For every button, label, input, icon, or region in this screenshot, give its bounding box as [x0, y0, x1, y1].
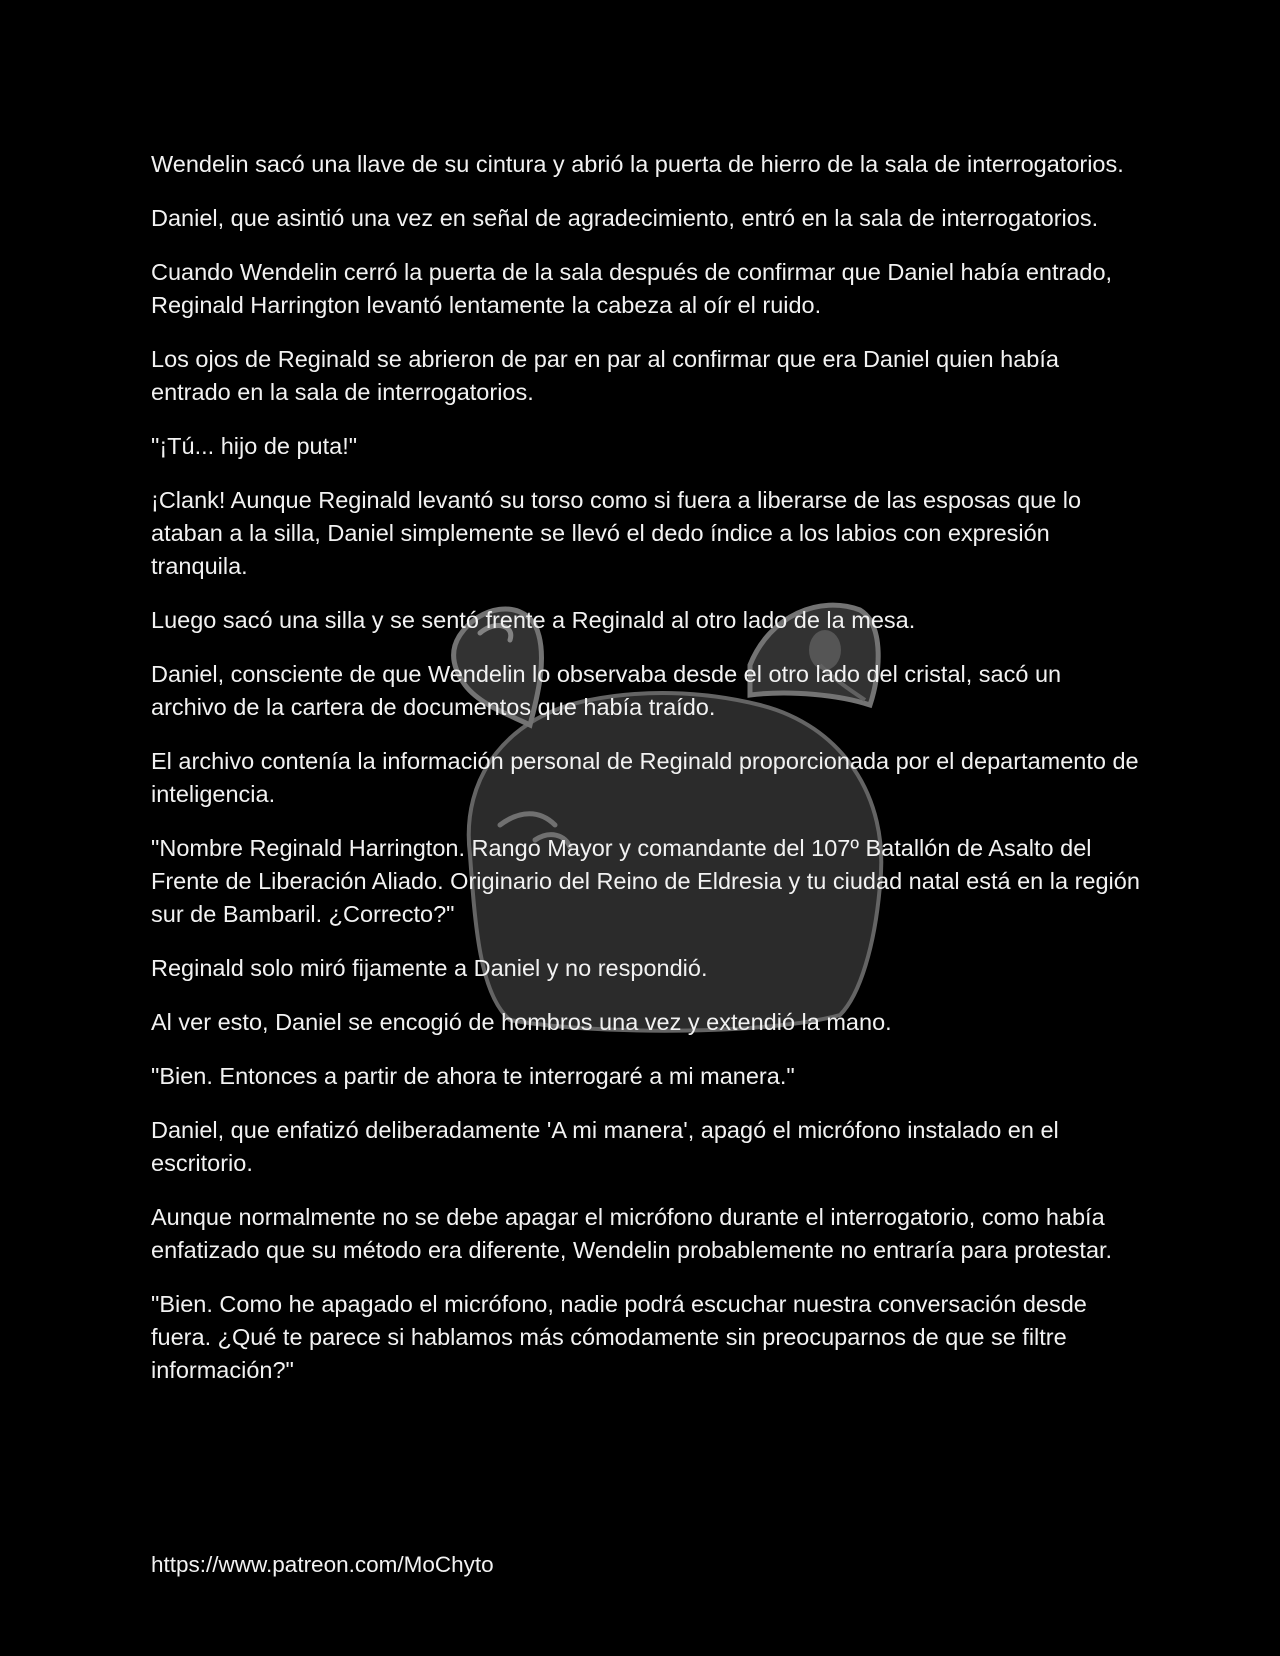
paragraph: Cuando Wendelin cerró la puerta de la sala después de confirmar que Daniel había entrado, Reginald Harrington levantó lentamente la cabeza al oír el ruido.: [151, 259, 1113, 318]
paragraph: "Nombre Reginald Harrington. Rango Mayor y comandante del 107º Batallón de Asalto del Frente de Liberación Aliado. Originario del Reino de Eldresia y tu ciudad natal está en la región sur de Bambaril. ¿Correcto?": [151, 835, 1140, 927]
paragraph: Wendelin sacó una llave de su cintura y abrió la puerta de hierro de la sala de interrogatorios.: [151, 151, 1124, 177]
patreon-link[interactable]: https://www.patreon.com/MoChyto: [151, 1552, 494, 1577]
paragraph: Los ojos de Reginald se abrieron de par en par al confirmar que era Daniel quien había entrado en la sala de interrogatorios.: [151, 346, 1059, 405]
paragraph: Aunque normalmente no se debe apagar el micrófono durante el interrogatorio, como había enfatizado que su método era diferente, Wendelin probablemente no entraría para protestar.: [151, 1204, 1113, 1263]
paragraph: Daniel, que asintió una vez en señal de agradecimiento, entró en la sala de interrogatorios.: [151, 205, 1099, 231]
paragraph: Al ver esto, Daniel se encogió de hombros una vez y extendió la mano.: [151, 1009, 892, 1035]
paragraph: El archivo contenía la información personal de Reginald proporcionada por el departamento de inteligencia.: [151, 748, 1139, 807]
paragraph: Reginald solo miró fijamente a Daniel y no respondió.: [151, 955, 708, 981]
paragraph: Daniel, consciente de que Wendelin lo observaba desde el otro lado del cristal, sacó un archivo de la cartera de documentos que había traído.: [151, 661, 1062, 720]
story-text: [151, 148, 1141, 1408]
paragraph: Luego sacó una silla y se sentó frente a Reginald al otro lado de la mesa.: [151, 607, 916, 633]
paragraph: Daniel, que enfatizó deliberadamente 'A mi manera', apagó el micrófono instalado en el escritorio.: [151, 1117, 1059, 1176]
paragraph: "¡Tú... hijo de puta!": [151, 433, 358, 459]
paragraph: "Bien. Como he apagado el micrófono, nadie podrá escuchar nuestra conversación desde fuera. ¿Qué te parece si hablamos más cómodamente sin preocuparnos de que se filtre información?": [151, 1291, 1087, 1383]
paragraph: ¡Clank! Aunque Reginald levantó su torso como si fuera a liberarse de las esposas que lo ataban a la silla, Daniel simplemente se llevó el dedo índice a los labios con expresión tranquila.: [151, 487, 1082, 579]
paragraph: "Bien. Entonces a partir de ahora te interrogaré a mi manera.": [151, 1063, 795, 1089]
